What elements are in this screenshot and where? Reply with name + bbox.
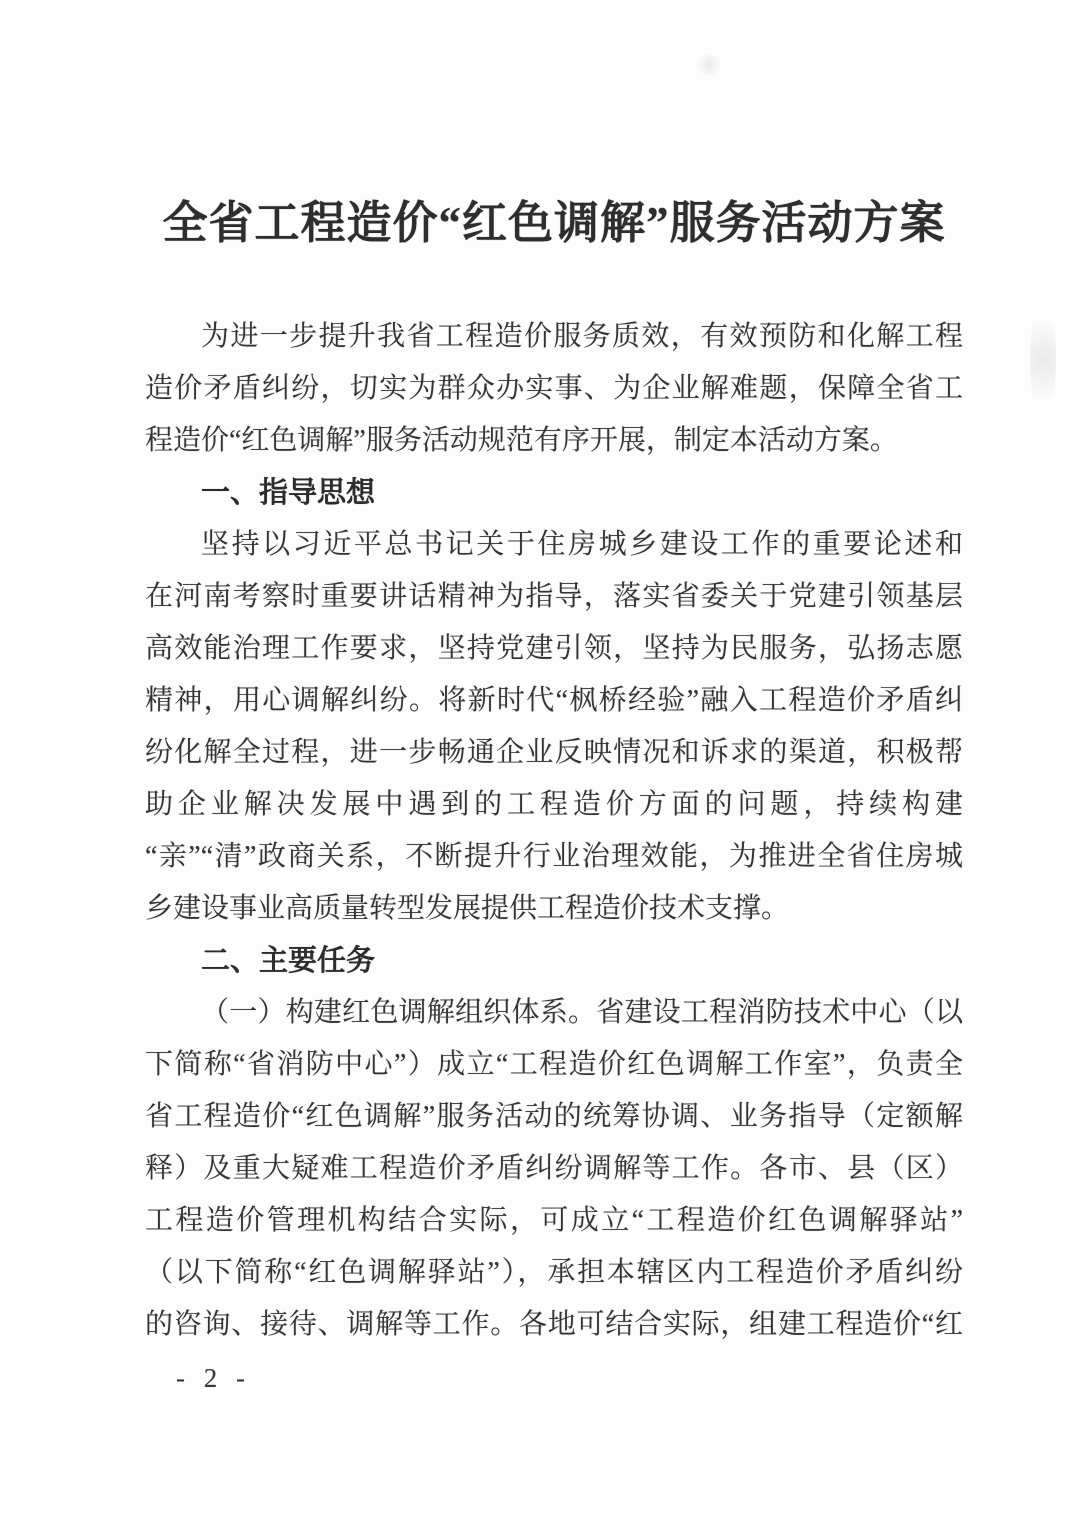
- text-line: （一）构建红色调解组织体系。省建设工程消防技术中心（以: [201, 997, 963, 1028]
- section-heading: 二、主要任务: [201, 945, 376, 977]
- text-line: 工程造价管理机构结合实际，可成立“工程造价红色调解驿站”: [145, 1205, 963, 1236]
- text-line: 造价矛盾纠纷，切实为群众办实事、为企业解难题，保障全省工: [145, 373, 963, 404]
- text-line: 为进一步提升我省工程造价服务质效，有效预防和化解工程: [201, 321, 963, 352]
- document-body: [145, 311, 963, 1351]
- scan-smudge: [694, 54, 724, 76]
- text-line: 乡建设事业高质量转型发展提供工程造价技术支撑。: [145, 893, 790, 924]
- page-title: 全省工程造价“红色调解”服务活动方案: [162, 198, 946, 248]
- text-line: 助企业解决发展中遇到的工程造价方面的问题，持续构建: [145, 789, 963, 820]
- text-line: 高效能治理工作要求，坚持党建引领，坚持为民服务，弘扬志愿: [145, 633, 963, 664]
- page-number: - 2 -: [176, 1363, 251, 1393]
- text-line: 程造价“红色调解”服务活动规范有序开展，制定本活动方案。: [145, 425, 898, 456]
- text-line: 下简称“省消防中心”）成立“工程造价红色调解工作室”，负责全: [145, 1049, 963, 1080]
- text-line: 纷化解全过程，进一步畅通企业反映情况和诉求的渠道，积极帮: [145, 737, 963, 768]
- section-heading: 一、指导思想: [201, 477, 376, 509]
- text-line: 在河南考察时重要讲话精神为指导，落实省委关于党建引领基层: [145, 581, 963, 612]
- text-line: （以下简称“红色调解驿站”），承担本辖区内工程造价矛盾纠纷: [145, 1257, 963, 1288]
- scan-smudge: [1030, 300, 1056, 420]
- text-line: 省工程造价“红色调解”服务活动的统筹协调、业务指导（定额解: [145, 1101, 963, 1132]
- text-line: 坚持以习近平总书记关于住房城乡建设工作的重要论述和: [201, 529, 963, 560]
- text-line: “亲”“清”政商关系，不断提升行业治理效能，为推进全省住房城: [145, 841, 963, 872]
- text-line: 释）及重大疑难工程造价矛盾纠纷调解等工作。各市、县（区）: [145, 1153, 963, 1184]
- text-line: 精神，用心调解纠纷。将新时代“枫桥经验”融入工程造价矛盾纠: [145, 685, 963, 716]
- text-line: 的咨询、接待、调解等工作。各地可结合实际，组建工程造价“红: [145, 1309, 963, 1340]
